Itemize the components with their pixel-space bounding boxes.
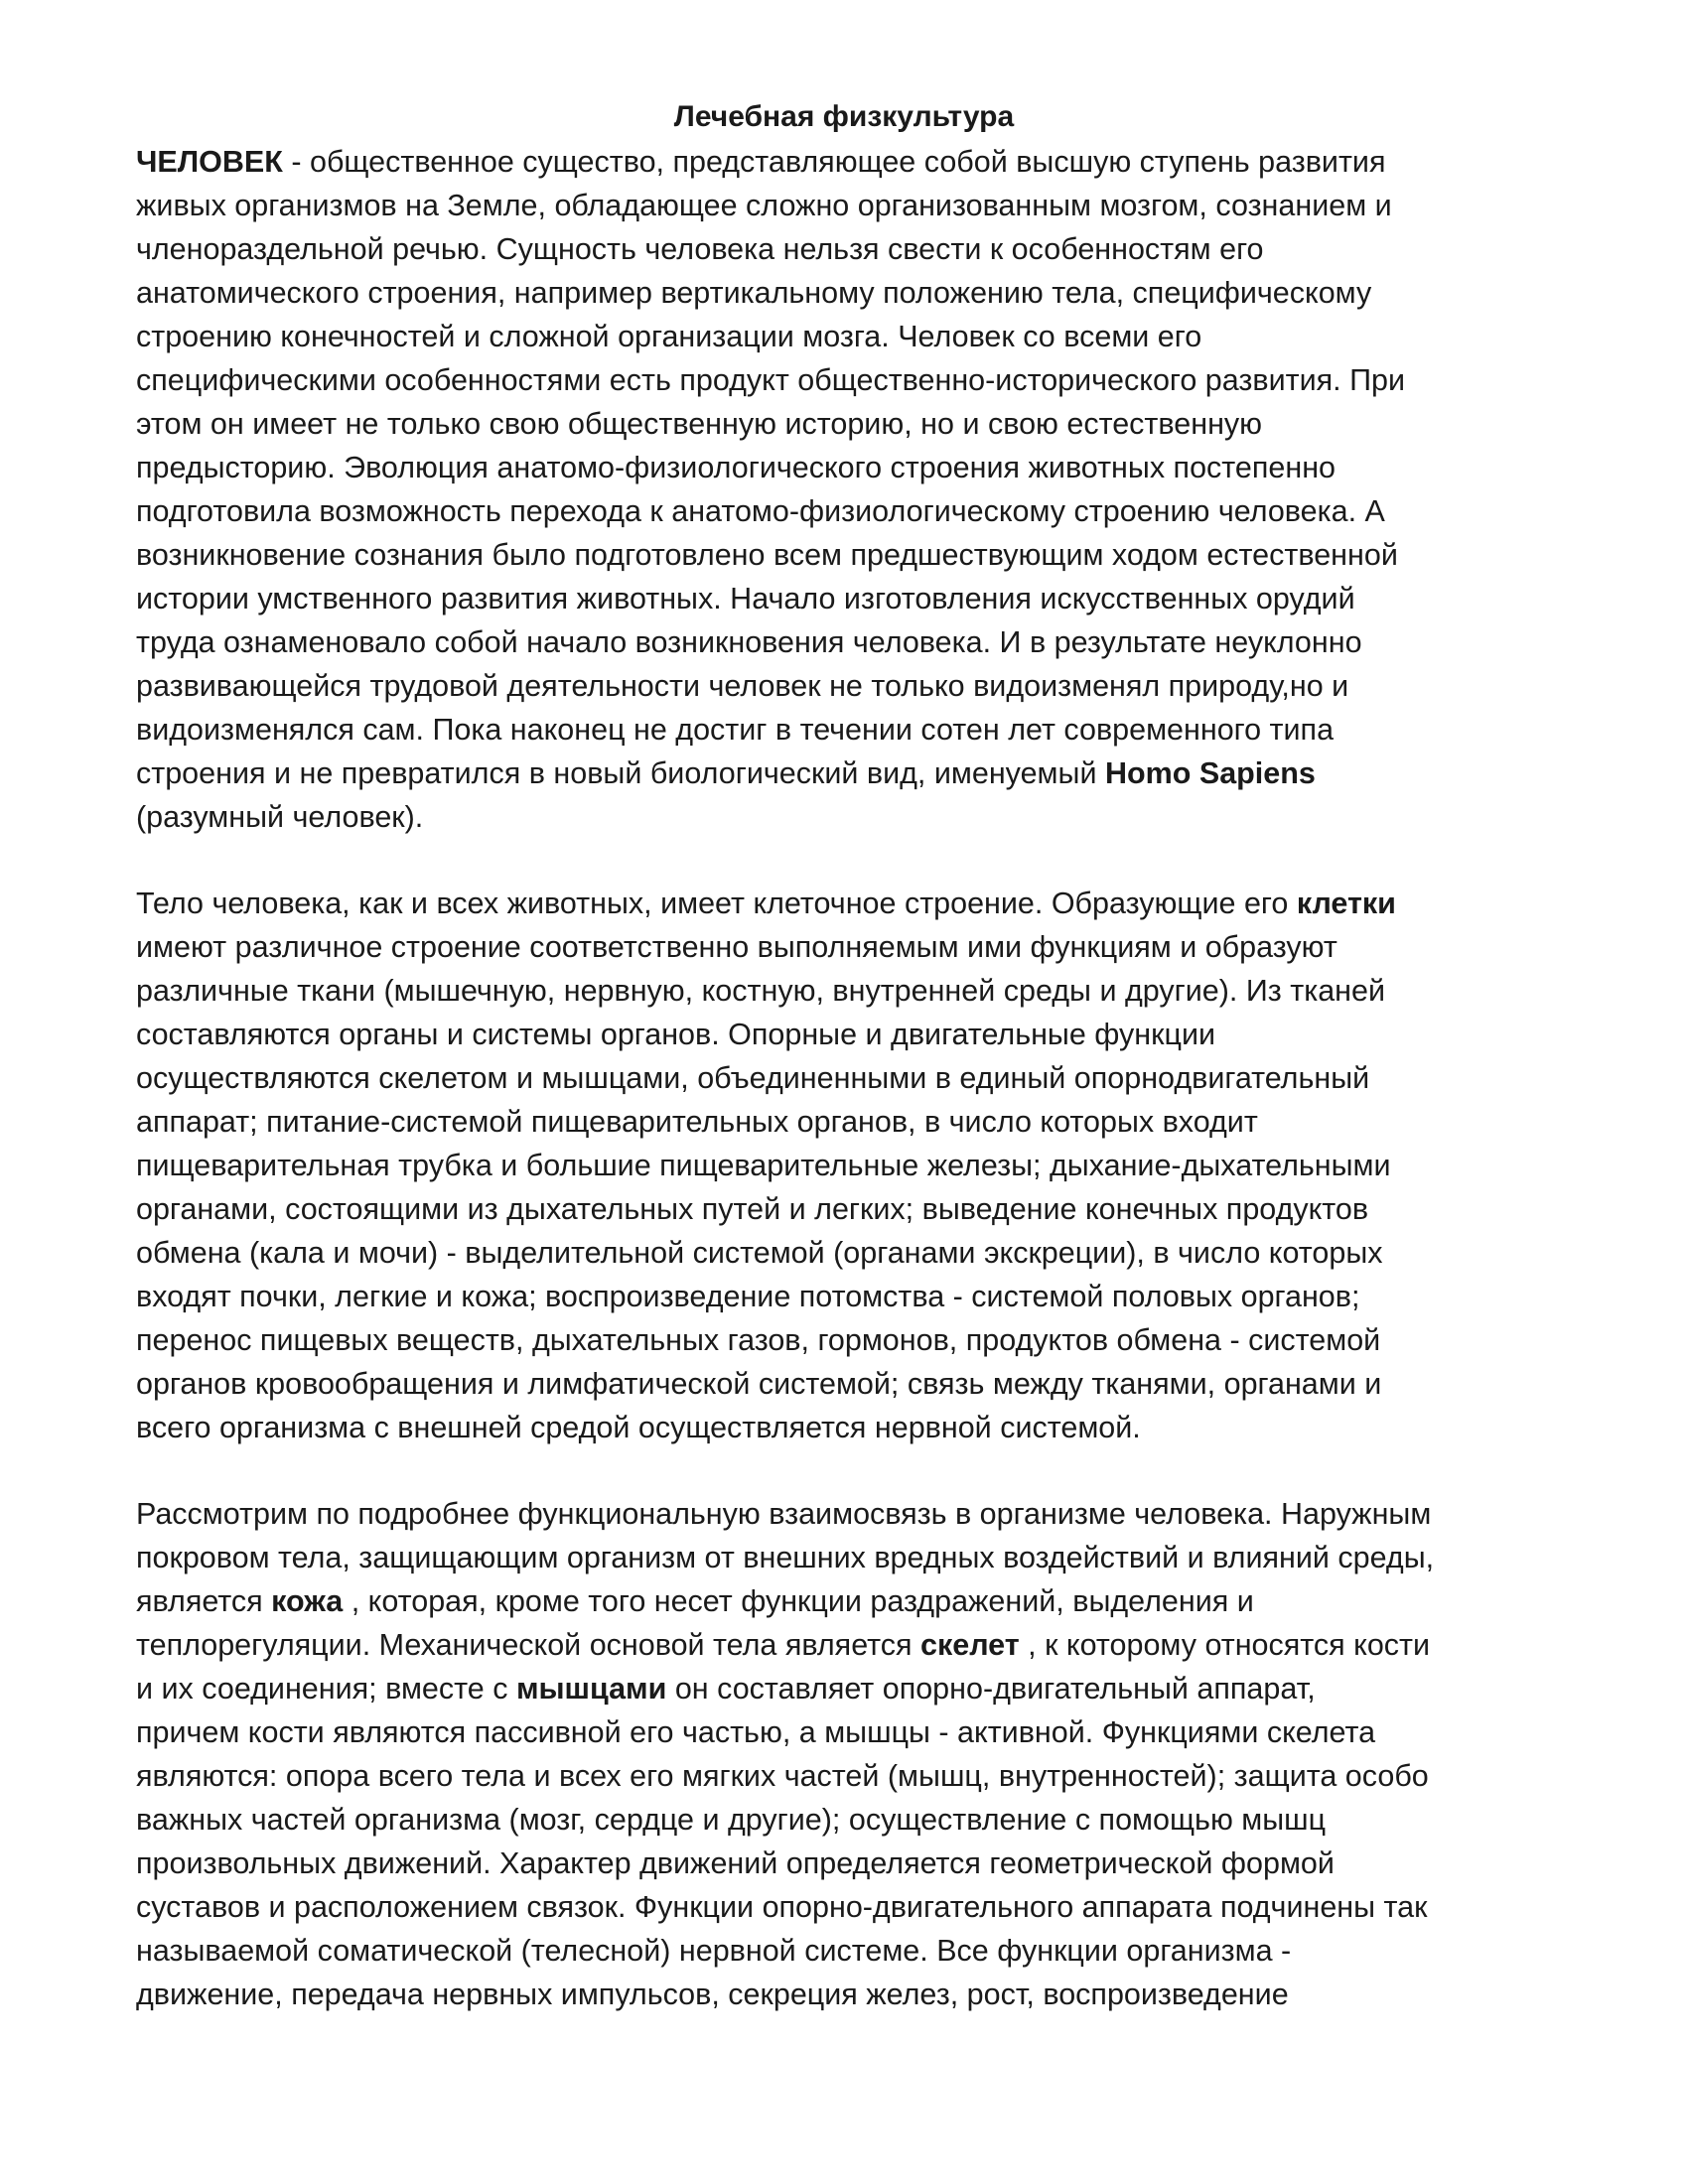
text-run: важных частей организма (мозг, сердце и другие); осуществление с помощью мышц	[136, 1803, 1327, 1837]
text-line	[136, 1318, 1566, 1362]
text-line	[136, 1929, 1566, 1973]
text-run: всего организма с внешней средой осуществляется нервной системой.	[136, 1411, 1141, 1444]
text-line	[136, 227, 1566, 271]
text-run: специфическими особенностями есть продукт общественно-исторического развития. При	[136, 363, 1406, 397]
text-line	[136, 751, 1566, 795]
text-line	[136, 358, 1566, 402]
text-line	[136, 664, 1566, 708]
text-run: - общественное существо, представляющее собой высшую ступень развития	[282, 145, 1386, 179]
text-run: видоизменялся сам. Пока наконец не достиг в течении сотен лет современного типа	[136, 713, 1335, 747]
paragraph-body-structure	[136, 882, 1566, 1449]
text-run: суставов и расположением связок. Функции опорно-двигательного аппарата подчинены так	[136, 1890, 1428, 1924]
text-run: этом он имеет не только свою общественную историю, но и свою естественную	[136, 407, 1263, 441]
text-line	[136, 1144, 1566, 1187]
text-run: он составляет опорно-двигательный аппарат,	[666, 1672, 1316, 1706]
text-run: различные ткани (мышечную, нервную, костную, внутренней среды и другие). Из тканей	[136, 974, 1386, 1008]
bold-term: мышцами	[515, 1672, 667, 1706]
text-line	[136, 1798, 1566, 1842]
text-line	[136, 1406, 1566, 1449]
text-line	[136, 708, 1566, 751]
text-run: органами, состоящими из дыхательных путей и легких; выведение конечных продуктов	[136, 1192, 1369, 1226]
text-line	[136, 1579, 1566, 1623]
text-line	[136, 1885, 1566, 1929]
bold-term: клетки	[1296, 887, 1396, 920]
text-run: органов кровообращения и лимфатической системой; связь между тканями, органами и	[136, 1367, 1382, 1401]
text-run: является	[136, 1584, 272, 1618]
text-line	[136, 140, 1566, 184]
text-run: перенос пищевых веществ, дыхательных газов, гормонов, продуктов обмена - системой	[136, 1323, 1381, 1357]
text-line	[136, 402, 1566, 446]
text-line	[136, 1667, 1566, 1710]
text-line	[136, 315, 1566, 358]
text-line	[136, 969, 1566, 1013]
text-run: аппарат; питание-системой пищеварительных органов, в число которых входит	[136, 1105, 1258, 1139]
text-run: теплорегуляции. Механической основой тела является	[136, 1628, 921, 1662]
text-run: имеют различное строение соответственно выполняемым ими функциям и образуют	[136, 930, 1337, 964]
text-line	[136, 446, 1566, 489]
page-title: Лечебная физкультура	[673, 100, 1015, 133]
text-run: строения и не превратился в новый биологический вид, именуемый	[136, 756, 1105, 790]
text-line	[136, 1100, 1566, 1144]
text-run: развивающейся трудовой деятельности человек не только видоизменял природу,но и	[136, 669, 1349, 703]
text-line	[136, 1842, 1566, 1885]
text-run: подготовила возможность перехода к анатомо-физиологическому строению человека. А	[136, 494, 1385, 528]
text-line	[136, 1710, 1566, 1754]
text-run: живых организмов на Земле, обладающее сложно организованным мозгом, сознанием и	[136, 189, 1392, 222]
text-run: Рассмотрим по подробнее функциональную взаимосвязь в организме человека. Наружным	[136, 1497, 1432, 1531]
text-run: (разумный человек).	[136, 800, 424, 834]
text-run: составляются органы и системы органов. Опорные и двигательные функции	[136, 1018, 1216, 1051]
text-run: являются: опора всего тела и всех его мягких частей (мышц, внутренностей); защита особо	[136, 1759, 1429, 1793]
text-run: членораздельной речью. Сущность человека нельзя свести к особенностям его	[136, 232, 1264, 266]
text-line	[136, 1623, 1566, 1667]
text-run: Тело человека, как и всех животных, имеет клеточное строение. Образующие его	[136, 887, 1297, 920]
text-run: произвольных движений. Характер движений определяется геометрической формой	[136, 1846, 1335, 1880]
text-line	[136, 1056, 1566, 1100]
text-line	[136, 1187, 1566, 1231]
text-run: строению конечностей и сложной организации мозга. Человек со всеми его	[136, 320, 1202, 353]
text-run: осуществляются скелетом и мышцами, объединенными в единый опорнодвигательный	[136, 1061, 1370, 1095]
text-line	[136, 882, 1566, 925]
text-line	[136, 795, 1566, 839]
text-line	[136, 620, 1566, 664]
text-run: , которая, кроме того несет функции раздражений, выделения и	[343, 1584, 1254, 1618]
text-line	[136, 1013, 1566, 1056]
text-run: , к которому относятся кости	[1019, 1628, 1431, 1662]
text-run: анатомического строения, например вертикальному положению тела, специфическому	[136, 276, 1372, 310]
text-line	[136, 1362, 1566, 1406]
text-run: возникновение сознания было подготовлено всем предшествующим ходом естественной	[136, 538, 1398, 572]
bold-term: скелет	[920, 1628, 1020, 1662]
text-line	[136, 577, 1566, 620]
text-line	[136, 1973, 1566, 2016]
text-line	[136, 184, 1566, 227]
text-run: входят почки, легкие и кожа; воспроизведение потомства - системой половых органов;	[136, 1280, 1360, 1313]
text-run: покровом тела, защищающим организм от внешних вредных воздействий и влияний среды,	[136, 1541, 1435, 1574]
text-run: истории умственного развития животных. Начало изготовления искусственных орудий	[136, 582, 1355, 615]
text-line	[136, 925, 1566, 969]
text-line	[136, 1275, 1566, 1318]
text-run: обмена (кала и мочи) - выделительной системой (органами экскреции), в число которых	[136, 1236, 1383, 1270]
bold-term: ЧЕЛОВЕК	[136, 145, 283, 179]
text-run: называемой соматической (телесной) нервной системе. Все функции организма -	[136, 1934, 1292, 1968]
bold-term: кожа	[271, 1584, 344, 1618]
text-line	[136, 489, 1566, 533]
text-run: и их соединения; вместе с	[136, 1672, 516, 1706]
text-run: пищеварительная трубка и большие пищеварительные железы; дыхание-дыхательными	[136, 1149, 1391, 1182]
text-line	[136, 271, 1566, 315]
text-run: предысторию. Эволюция анатомо-физиологического строения животных постепенно	[136, 451, 1336, 484]
text-run: труда ознаменовало собой начало возникновения человека. И в результате неуклонно	[136, 625, 1362, 659]
paragraph-functional-relationship	[136, 1492, 1566, 2016]
text-run: причем кости являются пассивной его частью, а мышцы - активной. Функциями скелета	[136, 1715, 1376, 1749]
text-line	[136, 1536, 1566, 1579]
bold-term: Homo Sapiens	[1104, 756, 1316, 790]
text-line	[136, 1754, 1566, 1798]
text-line	[136, 1231, 1566, 1275]
text-line	[136, 1492, 1566, 1536]
text-line	[136, 533, 1566, 577]
text-run: движение, передача нервных импульсов, секреция желез, рост, воспроизведение	[136, 1978, 1289, 2011]
paragraph-human-definition	[136, 140, 1566, 839]
